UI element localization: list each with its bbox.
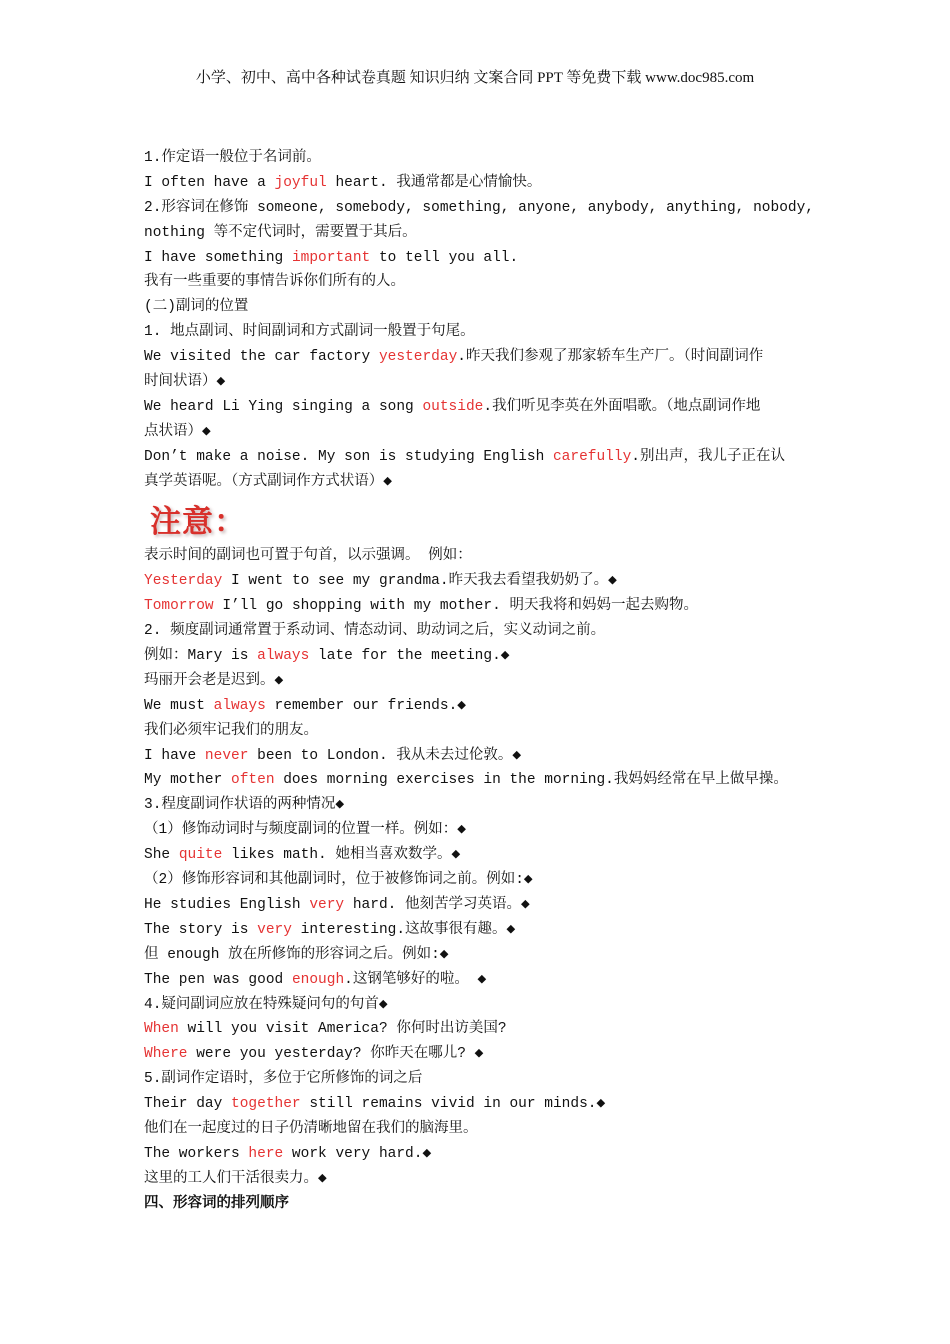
text-line (144, 1042, 809, 1067)
text-segment: We visited the car factory (144, 349, 379, 366)
text-segment: late for the meeting.◆ (309, 648, 510, 665)
text-segment: remember our friends.◆ (265, 697, 467, 714)
text-segment: 我们必须牢记我们的朋友。 (144, 722, 318, 739)
text-line (144, 818, 809, 843)
text-line (144, 843, 809, 868)
text-line (144, 1117, 809, 1142)
text-segment: The story is (144, 921, 258, 938)
text-segment: He studies English (144, 896, 310, 913)
text-segment: I often have a (144, 174, 275, 191)
text-segment: 2. 频度副词通常置于系动词、情态动词、助动词之后，实义动词之前。 (144, 623, 606, 640)
text-line (144, 196, 814, 221)
text-segment: work very hard.◆ (283, 1145, 432, 1162)
text-segment: （2）修饰形容词和其他副词时，位于被修饰词之前。例如:◆ (144, 872, 533, 889)
highlighted-word: very (257, 921, 292, 938)
highlighted-word: always (257, 648, 310, 665)
text-segment: 但 enough 放在所修饰的形容词之后。例如:◆ (144, 946, 449, 963)
text-segment: still remains vivid in our minds.◆ (300, 1096, 606, 1113)
text-line (144, 943, 809, 968)
text-segment: .这钢笔够好的啦。 ◆ (344, 971, 487, 988)
text-line (144, 918, 809, 943)
text-segment: 玛丽开会老是迟到。◆ (144, 672, 284, 689)
text-line (144, 1067, 809, 1092)
text-line (144, 295, 809, 320)
text-line (144, 868, 809, 893)
text-segment: I have something (144, 249, 292, 266)
highlighted-word: yesterday (378, 349, 458, 366)
text-line (144, 420, 809, 445)
text-line (144, 644, 809, 669)
highlighted-word: carefully (552, 448, 632, 465)
text-segment: The pen was good (144, 971, 292, 988)
highlighted-word: important (291, 249, 371, 266)
text-line (144, 1142, 809, 1167)
text-line (144, 694, 809, 719)
text-line (144, 993, 809, 1018)
highlighted-word: joyful (274, 174, 327, 191)
text-segment: 1. 地点副词、时间副词和方式副词一般置于句尾。 (144, 324, 475, 341)
text-line (144, 1092, 809, 1117)
highlighted-word: quite (178, 847, 223, 864)
text-segment: to tell you all. (370, 249, 519, 266)
text-line (144, 345, 809, 370)
text-line (144, 669, 809, 694)
text-segment: .别出声，我儿子正在认 (631, 448, 785, 465)
text-segment: We must (144, 697, 214, 714)
text-segment: I have (144, 747, 205, 764)
text-line (144, 270, 809, 295)
text-line (144, 445, 809, 470)
text-segment: likes math. 她相当喜欢数学。◆ (222, 847, 461, 864)
text-segment: I’ll go shopping with my mother. 明天我将和妈妈一起去购物。 (213, 598, 698, 615)
text-segment: hard. 他刻苦学习英语。◆ (344, 896, 530, 913)
text-segment: 四、形容词的排列顺序 (144, 1195, 289, 1212)
text-segment: interesting.这故事很有趣。◆ (291, 921, 516, 938)
text-line (144, 544, 809, 569)
text-segment: been to London. 我从未去过伦敦。◆ (248, 747, 522, 764)
text-line (144, 320, 809, 345)
text-segment: Their day (144, 1096, 232, 1113)
text-segment: 1.作定语一般位于名词前。 (144, 150, 321, 166)
text-line (144, 569, 809, 594)
text-segment: We heard Li Ying singing a song (144, 398, 423, 415)
text-segment: .昨天我们参观了那家轿车生产厂。（时间副词作 (457, 349, 764, 366)
text-segment: She (144, 847, 179, 864)
text-line (144, 768, 809, 793)
text-segment: 时间状语）◆ (144, 374, 226, 391)
text-line (144, 146, 809, 171)
notice-heading (144, 494, 809, 544)
text-line (144, 246, 809, 271)
text-segment: will you visit America? 你何时出访美国? (178, 1021, 507, 1038)
text-segment: (二)副词的位置 (144, 299, 249, 316)
text-segment: Don’t make a noise. My son is studying English (144, 448, 553, 465)
highlighted-word: outside (422, 398, 484, 415)
text-line (144, 594, 809, 619)
text-segment: 点状语）◆ (144, 423, 211, 440)
text-segment: heart. 我通常都是心情愉快。 (326, 174, 542, 191)
highlighted-word: Tomorrow (144, 598, 214, 615)
text-segment: 他们在一起度过的日子仍清晰地留在我们的脑海里。 (144, 1120, 478, 1137)
highlighted-word: always (213, 697, 266, 714)
text-segment: （1）修饰动词时与频度副词的位置一样。例如：◆ (144, 822, 466, 839)
text-segment: 2.形容词在修饰 someone, somebody, something, anyone, anybody, anything, nobody, (144, 199, 814, 216)
text-line (144, 1192, 809, 1217)
text-segment: nothing 等不定代词时，需要置于其后。 (144, 224, 417, 241)
text-line (144, 719, 809, 744)
text-line (144, 744, 809, 769)
text-segment: 例如：Mary is (144, 648, 258, 665)
text-segment: 4.疑问副词应放在特殊疑问句的句首◆ (144, 996, 388, 1013)
text-line (144, 221, 809, 246)
text-line (144, 370, 809, 395)
text-segment: The workers (144, 1145, 249, 1162)
highlighted-word: Where (144, 1046, 188, 1063)
text-segment: 3.程度副词作状语的两种情况◆ (144, 797, 345, 814)
document-body (144, 146, 814, 1217)
text-segment: 表示时间的副词也可置于句首，以示强调。 例如： (144, 548, 472, 565)
highlighted-word: together (231, 1096, 301, 1113)
text-segment: .我们听见李英在外面唱歌。（地点副词作地 (483, 398, 761, 415)
text-segment: 我有一些重要的事情告诉你们所有的人。 (144, 274, 405, 291)
text-line (144, 1167, 809, 1192)
highlighted-word: very (309, 896, 345, 913)
text-segment: I went to see my grandma.昨天我去看望我奶奶了。◆ (222, 573, 617, 590)
text-line (144, 470, 809, 495)
highlighted-word: never (204, 747, 249, 764)
text-line (144, 395, 809, 420)
text-line (144, 793, 809, 818)
text-segment: does morning exercises in the morning.我妈妈经常在早上做早操。 (274, 772, 788, 789)
highlighted-word: When (144, 1021, 179, 1038)
page-header: 小学、初中、高中各种试卷真题 知识归纳 文案合同 PPT 等免费下载 www.doc985.com (195, 70, 755, 86)
notice-label: 注意： (150, 504, 246, 541)
highlighted-word: often (231, 772, 275, 789)
highlighted-word: enough (291, 971, 345, 988)
text-line (144, 171, 809, 196)
text-segment: 这里的工人们干活很卖力。◆ (144, 1170, 327, 1187)
text-segment: 真学英语呢。（方式副词作方式状语）◆ (144, 473, 392, 490)
text-line (144, 893, 809, 918)
text-segment: My mother (144, 772, 232, 789)
text-line (144, 968, 809, 993)
text-segment: were you yesterday? 你昨天在哪儿? ◆ (187, 1046, 484, 1063)
text-line (144, 1017, 809, 1042)
text-line (144, 619, 809, 644)
highlighted-word: here (248, 1145, 284, 1162)
highlighted-word: Yesterday (144, 573, 223, 590)
text-segment: 5.副词作定语时，多位于它所修饰的词之后 (144, 1071, 423, 1088)
